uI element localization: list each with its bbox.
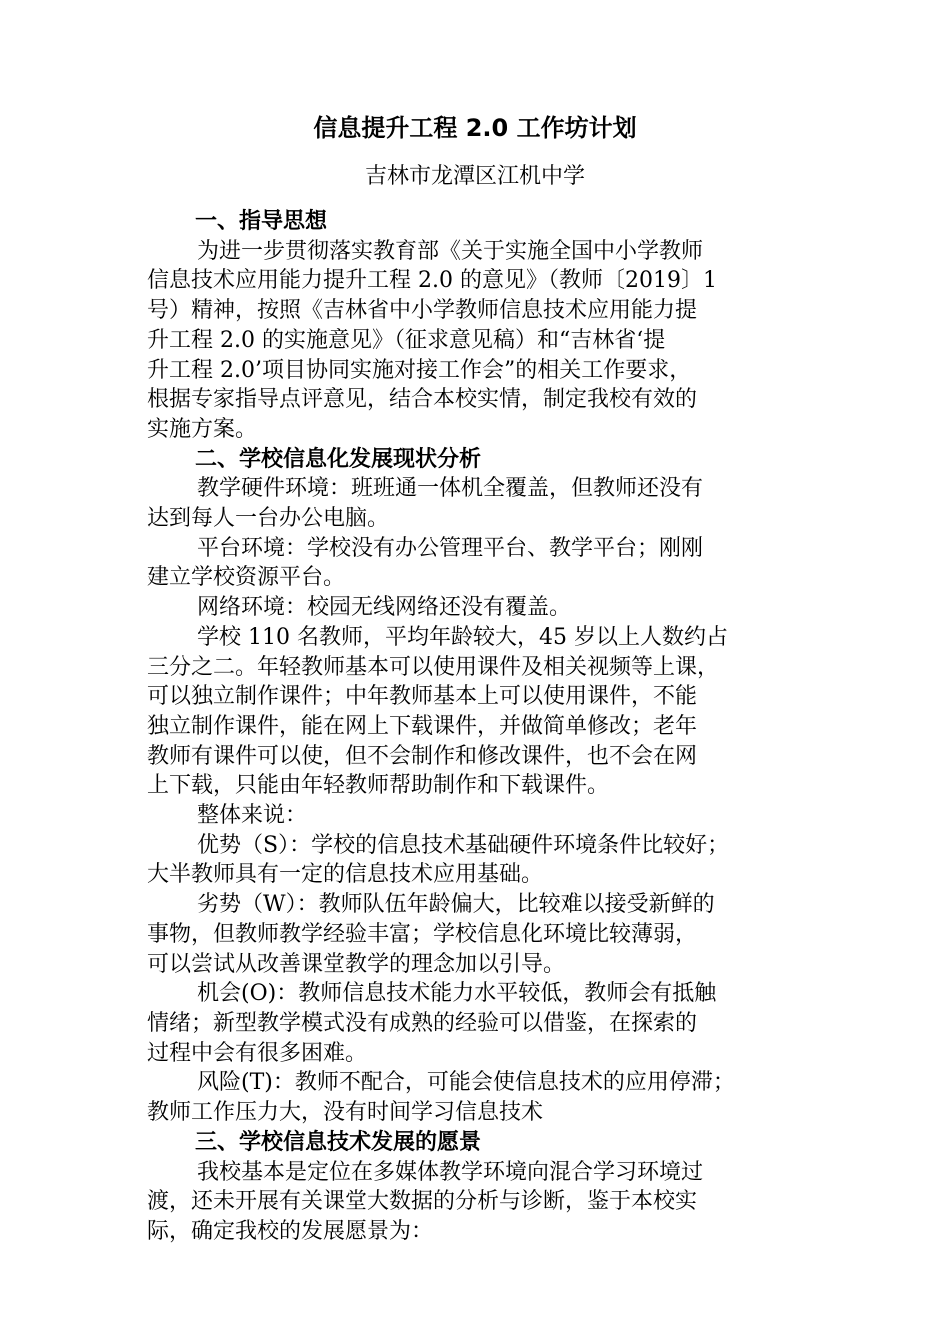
section-heading-development-vision: 三、学校信息技术发展的愿景 xyxy=(195,1129,482,1155)
paragraph-line: 教师工作压力大，没有时间学习信息技术 xyxy=(147,1100,544,1126)
document-subtitle: 吉林市龙潭区江机中学 xyxy=(364,164,585,189)
paragraph-line: 可以独立制作课件；中年教师基本上可以使用课件，不能 xyxy=(147,684,698,710)
paragraph-line: 机会(O)：教师信息技术能力水平较低，教师会有抵触 xyxy=(197,981,717,1007)
paragraph-line: 优势（S）：学校的信息技术基础硬件环境条件比较好； xyxy=(197,832,730,858)
paragraph-line: 根据专家指导点评意见，结合本校实情，制定我校有效的 xyxy=(147,387,698,413)
document-body xyxy=(147,207,812,1247)
paragraph-line: 为进一步贯彻落实教育部《关于实施全国中小学教师 xyxy=(197,238,704,264)
paragraph-line: 学校 110 名教师，平均年龄较大，45 岁以上人数约占 xyxy=(197,624,728,650)
paragraph-line: 达到每人一台办公电脑。 xyxy=(147,506,390,532)
paragraph-line: 过程中会有很多困难。 xyxy=(147,1040,368,1066)
section-heading-status-analysis: 二、学校信息化发展现状分析 xyxy=(195,446,482,472)
paragraph-line: 整体来说： xyxy=(197,803,308,829)
paragraph-line: 事物，但教师教学经验丰富；学校信息化环境比较薄弱， xyxy=(147,921,698,947)
paragraph-line: 信息技术应用能力提升工程 2.0 的意见》（教师〔2019〕1 xyxy=(147,268,717,294)
document-title: 信息提升工程 2.0 工作坊计划 xyxy=(313,114,637,142)
paragraph-line: 升工程 2.0’项目协同实施对接工作会”的相关工作要求， xyxy=(147,357,692,383)
paragraph-line: 升工程 2.0 的实施意见》（征求意见稿）和“吉林省‘提 xyxy=(147,327,666,353)
paragraph-line: 渡，还未开展有关课堂大数据的分析与诊断，鉴于本校实 xyxy=(147,1189,698,1215)
paragraph-line: 际，确定我校的发展愿景为： xyxy=(147,1218,434,1244)
paragraph-line: 三分之二。年轻教师基本可以使用课件及相关视频等上课， xyxy=(147,654,720,680)
paragraph-line: 平台环境：学校没有办公管理平台、教学平台；刚刚 xyxy=(197,535,704,561)
paragraph-line: 网络环境：校园无线网络还没有覆盖。 xyxy=(197,595,572,621)
paragraph-line: 劣势（W）：教师队伍年龄偏大，比较难以接受新鲜的 xyxy=(197,892,715,918)
paragraph-line: 风险(T)：教师不配合，可能会使信息技术的应用停滞； xyxy=(197,1070,735,1096)
section-heading-guiding-ideology: 一、指导思想 xyxy=(195,209,328,234)
paragraph-line: 独立制作课件，能在网上下载课件，并做简单修改；老年 xyxy=(147,713,698,739)
paragraph-line: 可以尝试从改善课堂教学的理念加以引导。 xyxy=(147,951,566,977)
paragraph-line: 实施方案。 xyxy=(147,416,258,442)
paragraph-line: 教师有课件可以使，但不会制作和修改课件，也不会在网 xyxy=(147,743,698,769)
paragraph-line: 教学硬件环境：班班通一体机全覆盖，但教师还没有 xyxy=(197,476,704,502)
paragraph-line: 上下载，只能由年轻教师帮助制作和下载课件。 xyxy=(147,773,610,799)
paragraph-line: 大半教师具有一定的信息技术应用基础。 xyxy=(147,862,544,888)
paragraph-line: 我校基本是定位在多媒体教学环境向混合学习环境过 xyxy=(197,1159,704,1185)
paragraph-line: 建立学校资源平台。 xyxy=(147,565,346,591)
paragraph-line: 号）精神，按照《吉林省中小学教师信息技术应用能力提 xyxy=(147,298,698,324)
paragraph-line: 情绪；新型教学模式没有成熟的经验可以借鉴，在探索的 xyxy=(147,1010,698,1036)
